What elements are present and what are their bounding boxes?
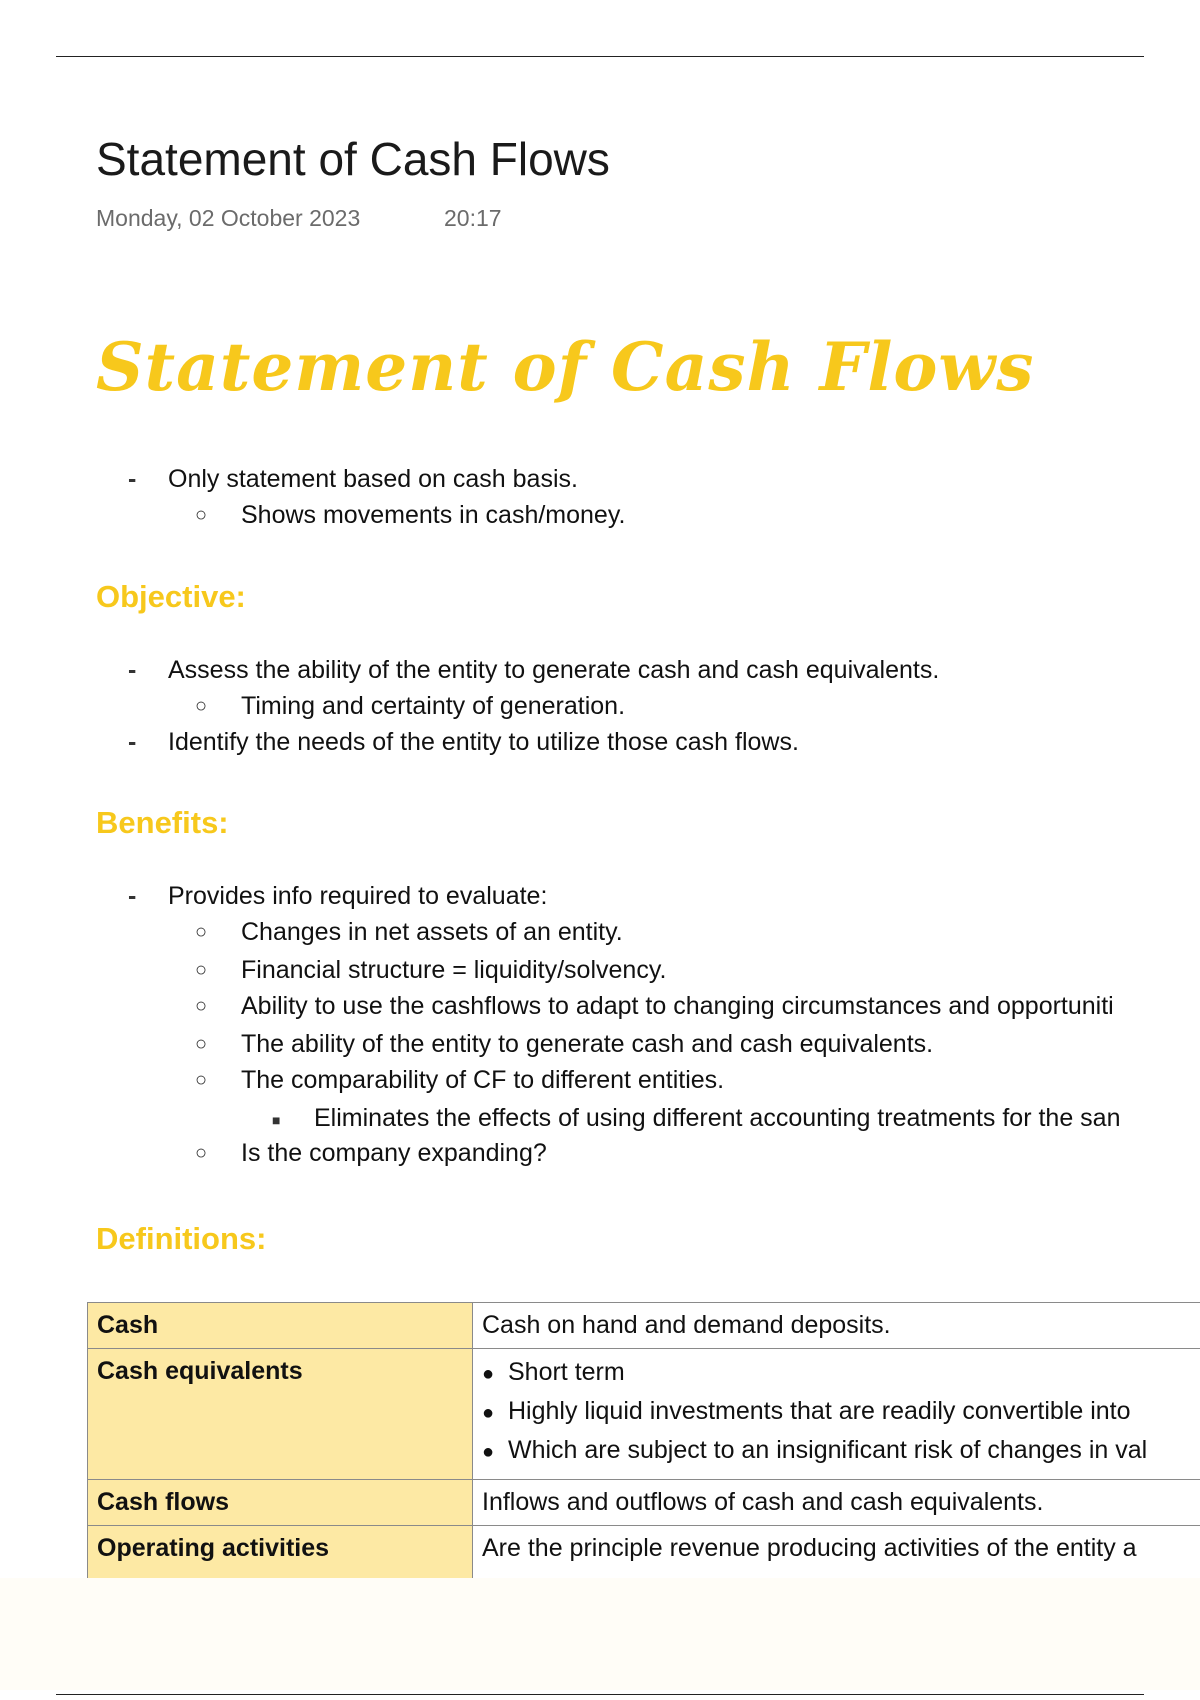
circle-marker: ○: [195, 1069, 208, 1091]
bullet-dot: ●: [482, 1363, 495, 1385]
benefits-sub-bullet: Is the company expanding?: [241, 1139, 547, 1167]
description-cell: Inflows and outflows of cash and cash equivalents.: [473, 1480, 1200, 1526]
page-title: Statement of Cash Flows: [96, 133, 610, 185]
circle-marker: ○: [195, 504, 208, 526]
square-marker: ■: [272, 1112, 281, 1128]
benefits-sub-bullet: Ability to use the cashflows to adapt to changing circumstances and opportuniti: [241, 992, 1114, 1020]
list-item-text: Short term: [508, 1358, 625, 1386]
benefits-bullet: Provides info required to evaluate:: [168, 882, 548, 910]
bullet-dot: ●: [482, 1402, 495, 1424]
description-cell: Are the principle revenue producing activities of the entity a: [473, 1526, 1200, 1581]
banner-title: Statement of Cash Flows: [96, 328, 1035, 406]
list-item: [482, 1354, 1200, 1393]
definitions-heading: Definitions:: [96, 1221, 267, 1256]
description-cell: [473, 1349, 1200, 1480]
term-cell: Cash flows: [88, 1480, 473, 1526]
page-date: Monday, 02 October 2023: [96, 205, 361, 231]
table-row: [88, 1349, 1200, 1480]
circle-marker: ○: [195, 695, 208, 717]
circle-marker: ○: [195, 921, 208, 943]
term-cell: Cash: [88, 1303, 473, 1349]
top-rule: [56, 56, 1144, 57]
term-cell: Cash equivalents: [88, 1349, 473, 1480]
page-time: 20:17: [444, 205, 502, 231]
list-item: [482, 1393, 1200, 1432]
objective-bullet-1: Assess the ability of the entity to generate cash and cash equivalents.: [168, 656, 940, 684]
objective-heading: Objective:: [96, 579, 246, 614]
list-item-text: Highly liquid investments that are readily convertible into: [508, 1397, 1131, 1425]
intro-sub-bullet: Shows movements in cash/money.: [241, 501, 626, 529]
list-item: [482, 1432, 1200, 1471]
definitions-table: [87, 1302, 1200, 1580]
dash-marker: -: [128, 728, 137, 756]
circle-marker: ○: [195, 959, 208, 981]
objective-sub-bullet: Timing and certainty of generation.: [241, 692, 626, 720]
table-row: [88, 1480, 1200, 1526]
benefits-sub-bullet: Changes in net assets of an entity.: [241, 918, 623, 946]
circle-marker: ○: [195, 1142, 208, 1164]
description-cell: Cash on hand and demand deposits.: [473, 1303, 1200, 1349]
benefits-sub-sub-bullet: Eliminates the effects of using different accounting treatments for the san: [314, 1104, 1121, 1132]
intro-bullet: Only statement based on cash basis.: [168, 465, 578, 493]
table-row: [88, 1303, 1200, 1349]
benefits-sub-bullet: The comparability of CF to different entities.: [241, 1066, 725, 1094]
term-cell: Operating activities: [88, 1526, 473, 1581]
list-item-text: Which are subject to an insignificant risk of changes in val: [508, 1436, 1148, 1464]
bottom-rule: [56, 1694, 1144, 1695]
benefits-heading: Benefits:: [96, 805, 229, 840]
benefits-sub-bullet: Financial structure = liquidity/solvency.: [241, 956, 667, 984]
objective-bullet-2: Identify the needs of the entity to utilize those cash flows.: [168, 728, 799, 756]
benefits-sub-bullet: The ability of the entity to generate cash and cash equivalents.: [241, 1030, 934, 1058]
table-row: [88, 1526, 1200, 1581]
page-bottom-area: [0, 1578, 1200, 1690]
dash-marker: -: [128, 465, 137, 493]
bullet-dot: ●: [482, 1441, 495, 1463]
circle-marker: ○: [195, 995, 208, 1017]
circle-marker: ○: [195, 1033, 208, 1055]
dash-marker: -: [128, 882, 137, 910]
dash-marker: -: [128, 656, 137, 684]
